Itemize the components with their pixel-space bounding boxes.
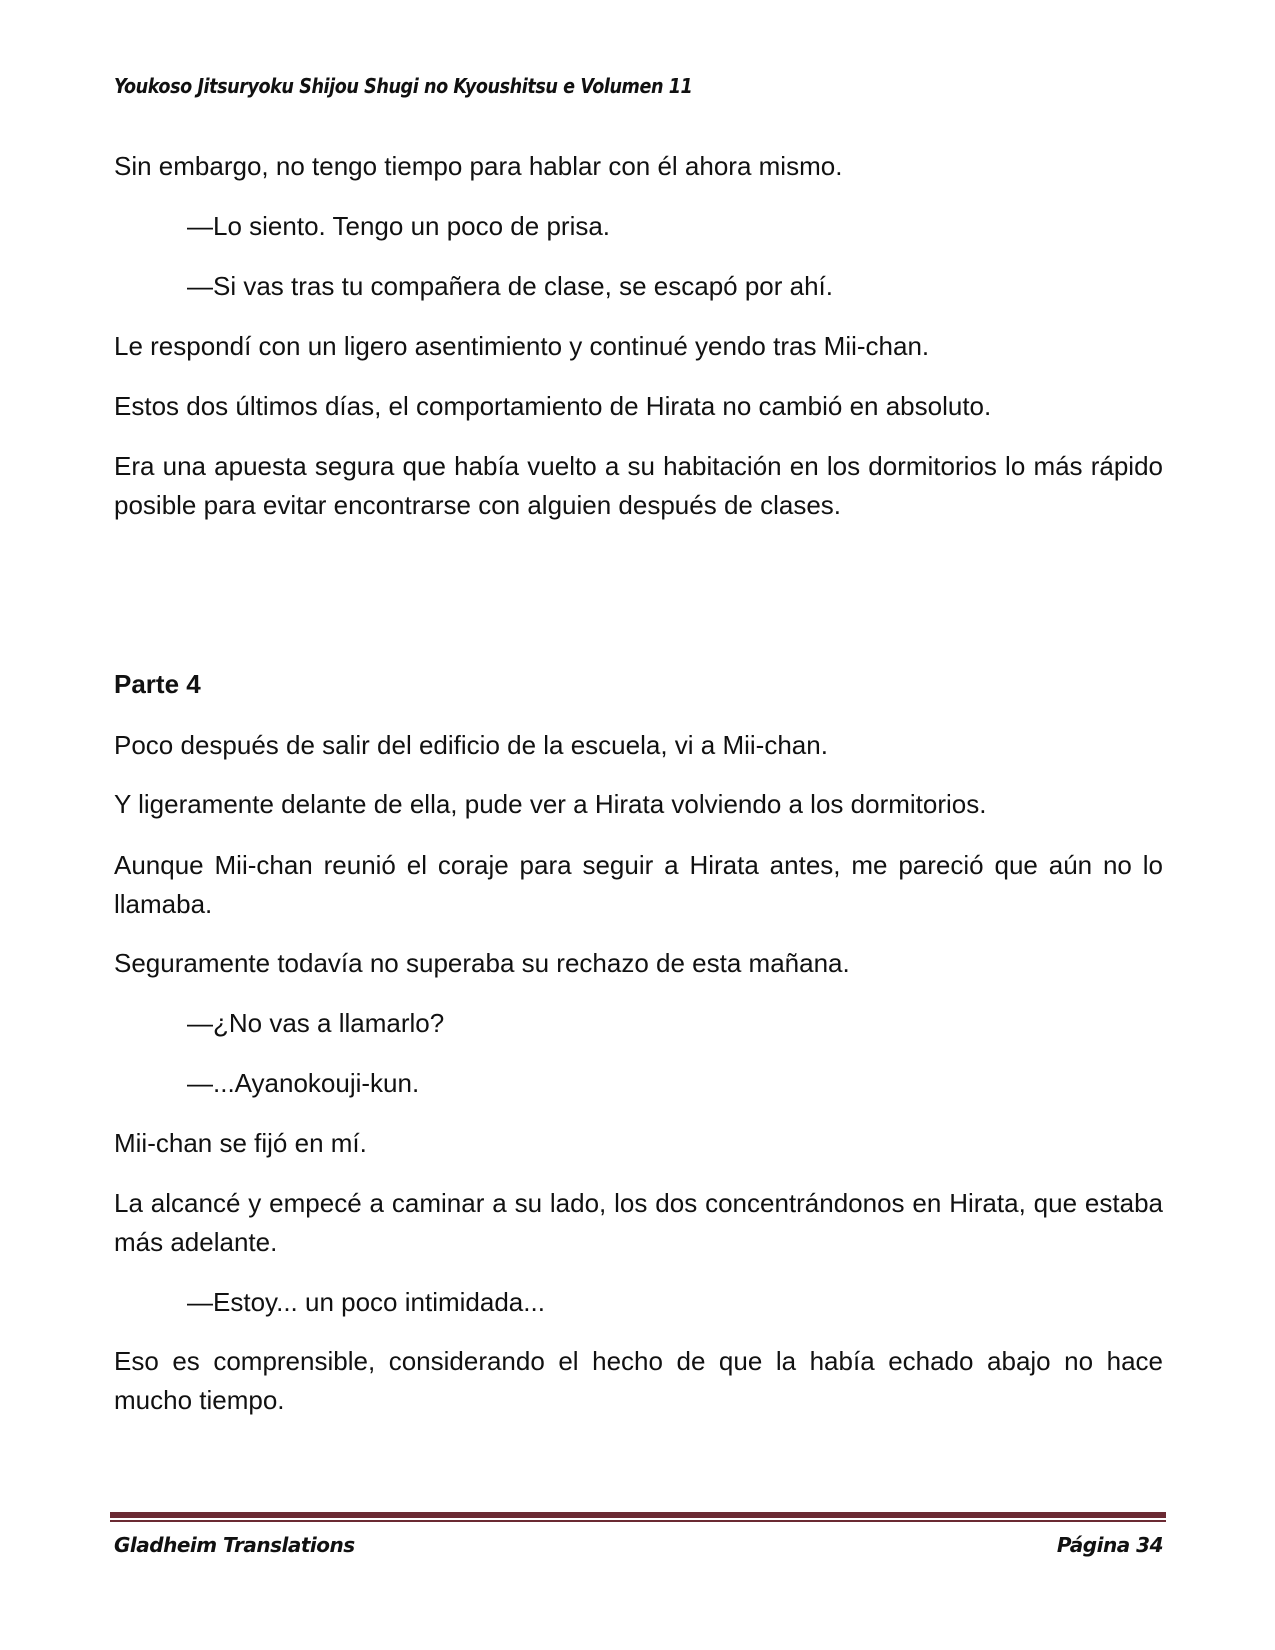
paragraph: Eso es comprensible, considerando el hecho de que la había echado abajo no hace mucho tiempo. bbox=[114, 1346, 1163, 1415]
paragraph: La alcancé y empecé a caminar a su lado, los dos concentrándonos en Hirata, que estaba más adelante. bbox=[114, 1188, 1163, 1257]
paragraph: Poco después de salir del edificio de la escuela, vi a Mii-chan. bbox=[114, 730, 828, 760]
paragraph: Sin embargo, no tengo tiempo para hablar con él ahora mismo. bbox=[114, 151, 843, 181]
paragraph: Estos dos últimos días, el comportamiento de Hirata no cambió en absoluto. bbox=[114, 391, 992, 421]
paragraph: Y ligeramente delante de ella, pude ver a Hirata volviendo a los dormitorios. bbox=[114, 789, 987, 819]
footer-rule-thin bbox=[110, 1520, 1166, 1522]
dialogue-line: —...Ayanokouji-kun. bbox=[187, 1068, 420, 1098]
paragraph: Le respondí con un ligero asentimiento y continué yendo tras Mii-chan. bbox=[114, 331, 930, 361]
section-heading: Parte 4 bbox=[114, 669, 201, 699]
dialogue-line: —Estoy... un poco intimidada... bbox=[187, 1287, 545, 1317]
dialogue-line: —Si vas tras tu compañera de clase, se escapó por ahí. bbox=[187, 271, 834, 301]
dialogue-line: —Lo siento. Tengo un poco de prisa. bbox=[187, 211, 611, 241]
paragraph: Era una apuesta segura que había vuelto a su habitación en los dormitorios lo más rápido posible para evitar encontrarse con alguien después de clases. bbox=[114, 451, 1163, 520]
footer-rule bbox=[110, 1512, 1166, 1518]
dialogue-line: —¿No vas a llamarlo? bbox=[187, 1008, 445, 1038]
paragraph: Mii-chan se fijó en mí. bbox=[114, 1128, 367, 1158]
footer-credit: Gladheim Translations bbox=[114, 1533, 355, 1557]
page-number: Página 34 bbox=[1056, 1533, 1163, 1557]
running-header: Youkoso Jitsuryoku Shijou Shugi no Kyoushitsu e Volumen 11 bbox=[114, 74, 693, 98]
paragraph: Seguramente todavía no superaba su rechazo de esta mañana. bbox=[114, 948, 850, 978]
paragraph: Aunque Mii-chan reunió el coraje para seguir a Hirata antes, me pareció que aún no lo llamaba. bbox=[114, 850, 1163, 919]
